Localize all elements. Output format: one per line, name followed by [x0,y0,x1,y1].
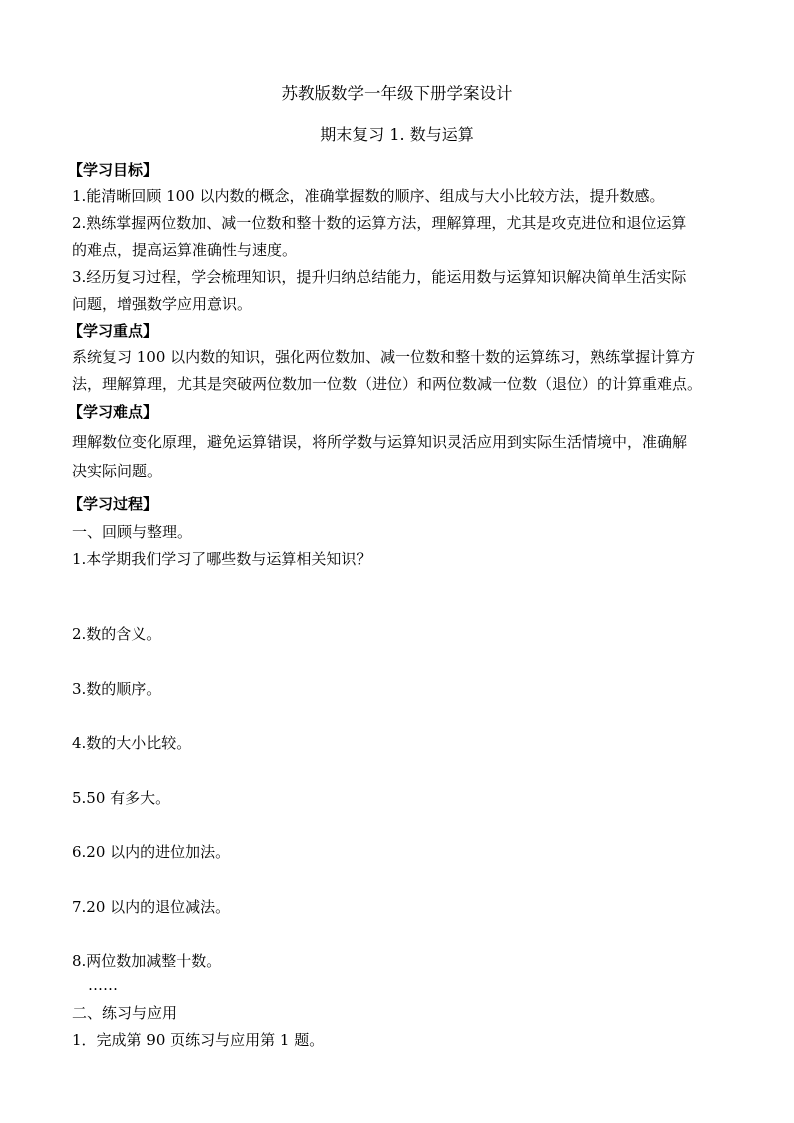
process-heading: 【学习过程】 [68,495,159,513]
objectives-heading: 【学习目标】 [68,161,159,179]
objective-line: 2.熟练掌握两位数加、减一位数和整十数的运算方法，理解算理，尤其是攻克进位和退位运算 [72,214,687,232]
objective-line: 问题，增强数学应用意识。 [72,295,253,313]
difficulties-heading: 【学习难点】 [68,403,159,421]
practice-item: 1．完成第 90 页练习与应用第 1 题。 [72,1031,325,1049]
objective-line: 3.经历复习过程，学会梳理知识，提升归纳总结能力，能运用数与运算知识解决简单生活实际 [72,268,687,286]
document-subtitle: 期末复习 1. 数与运算 [320,125,474,144]
ellipsis: …… [88,976,118,994]
objective-line: 1.能清晰回顾 100 以内数的概念，准确掌握数的顺序、组成与大小比较方法，提升数感。 [72,187,665,205]
key-points-heading: 【学习重点】 [68,322,159,340]
difficulty-line: 理解数位变化原理，避免运算错误，将所学数与运算知识灵活应用到实际生活情境中，准确解 [72,433,688,451]
document-title: 苏教版数学一年级下册学案设计 [281,84,513,103]
review-item: 5.50 有多大。 [72,789,171,807]
review-item: 8.两位数加减整十数。 [72,952,222,970]
review-item: 2.数的含义。 [72,625,162,643]
part2-title: 二、练习与应用 [72,1004,178,1022]
part1-title: 一、回顾与整理。 [72,523,193,541]
key-point-line: 系统复习 100 以内数的知识，强化两位数加、减一位数和整十数的运算练习，熟练掌握计算方 [72,348,696,366]
review-item: 1.本学期我们学习了哪些数与运算相关知识？ [72,550,372,568]
objective-line: 的难点，提高运算准确性与速度。 [72,241,298,259]
difficulty-line: 决实际问题。 [72,462,163,480]
key-point-line: 法，理解算理，尤其是突破两位数加一位数（进位）和两位数减一位数（退位）的计算重难点。 [72,375,703,393]
review-item: 4.数的大小比较。 [72,734,192,752]
review-item: 3.数的顺序。 [72,680,162,698]
review-item: 7.20 以内的退位减法。 [72,898,231,916]
review-item: 6.20 以内的进位加法。 [72,843,231,861]
